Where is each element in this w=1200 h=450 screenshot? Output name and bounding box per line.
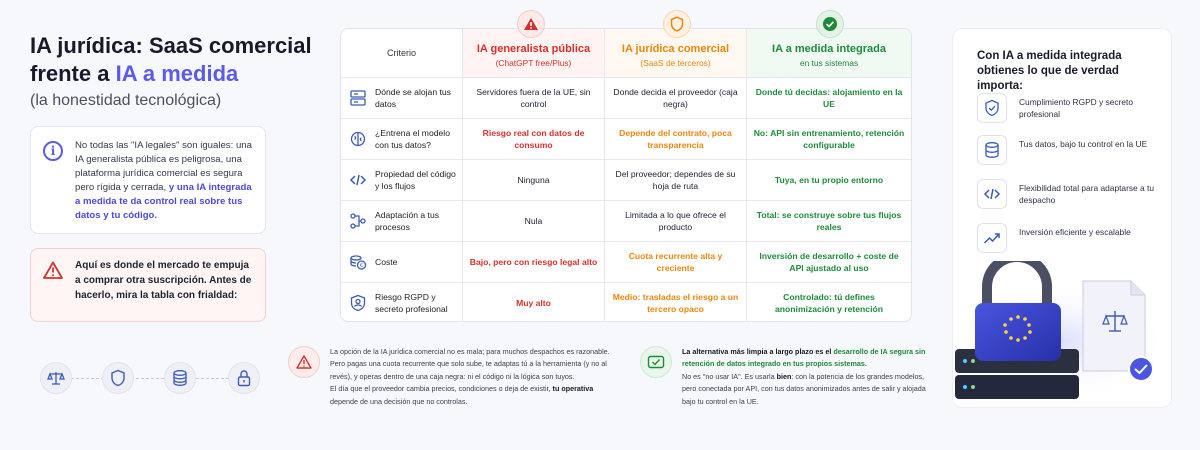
warning-icon: [517, 10, 545, 38]
header-criterion: Criterio: [341, 29, 463, 78]
criterion-label: Coste: [375, 257, 398, 267]
criterion-label: Riesgo RGPD y secreto profesional: [375, 292, 448, 314]
note-commercial-p2: [330, 383, 618, 408]
lock-icon: [228, 362, 260, 394]
code-icon: [349, 171, 367, 189]
cell-custom: Donde tú decidas: alojamiento en la UE: [747, 78, 911, 119]
cell-commercial: Del proveedor; dependes de su hoja de ruta: [605, 160, 747, 201]
page-title: [30, 32, 330, 88]
comparison-grid: [341, 29, 912, 322]
svg-text:€: €: [359, 263, 364, 269]
benefit-text: Flexibilidad total para adaptarse a tu despacho: [1019, 183, 1155, 205]
warning-card: [30, 248, 266, 322]
note-custom-p1b: desarrollo de IA segura sin retención de datos integrado en tus propios sistemas.: [682, 347, 926, 369]
benefits-panel: [952, 28, 1172, 408]
scale-icon: [40, 362, 72, 394]
cell-commercial: Donde decida el proveedor (caja negra): [605, 78, 747, 119]
note-commercial-p2c: depende de una decisión que no controlas.: [330, 396, 468, 406]
header-col-custom-sub: en tus sistemas: [799, 58, 859, 68]
coins-icon: [349, 253, 367, 271]
warning-card-text: Aquí es donde el mercado te empuja a comprar otra suscripción. Antes de hacerlo, mira la tabla con frialdad:: [75, 260, 252, 301]
benefit-item: [977, 179, 1167, 213]
benefit-text: Cumplimiento RGPD y secreto profesional: [1019, 97, 1134, 119]
benefits-title: Con IA a medida integrada obtienes lo que de verdad importa:: [977, 50, 1122, 92]
info-card: [30, 126, 266, 234]
title-main: IA jurídica: SaaS comercial frente a: [30, 33, 312, 86]
header-col-public-sub: (ChatGPT free/Plus): [495, 58, 572, 68]
row-criterion: [341, 160, 463, 201]
row-criterion: [341, 119, 463, 160]
cell-custom: Controlado: tú defines anonimización y retención: [747, 283, 911, 322]
check-icon: [816, 10, 844, 38]
header-col-custom-title: IA a medida integrada: [772, 43, 886, 55]
shield-icon: [102, 362, 134, 394]
eu-padlock-illustration: [953, 261, 1173, 406]
cell-custom: Inversión de desarrollo + coste de API ajustado al uso: [747, 242, 911, 283]
criterion-label: Dónde se alojan tus datos: [375, 87, 451, 109]
cell-custom: Total: se construye sobre tus flujos reales: [747, 201, 911, 242]
cell-public: Ninguna: [463, 160, 605, 201]
cell-custom: No: API sin entrenamiento, retención configurable: [747, 119, 911, 160]
cell-public: Muy alto: [463, 283, 605, 322]
cell-commercial: Depende del contrato, poca transparencia: [605, 119, 747, 160]
page-subtitle: (la honestidad tecnológica): [30, 92, 222, 109]
benefit-text: Tus datos, bajo tu control en la UE: [1019, 139, 1148, 149]
note-custom-p1: [682, 346, 940, 371]
row-criterion: [341, 78, 463, 119]
benefit-item: [977, 93, 1167, 127]
cell-public: Servidores fuera de la UE, sin control: [463, 78, 605, 119]
warning-icon: [43, 261, 63, 284]
cell-public: Bajo, pero con riesgo legal alto: [463, 242, 605, 283]
database-icon: [164, 362, 196, 394]
padlock-icon: [975, 261, 1061, 361]
note-custom-p2: [682, 371, 940, 408]
benefit-item: [977, 223, 1167, 257]
header-col-commercial-title: IA jurídica comercial: [621, 43, 730, 55]
row-criterion: [341, 283, 463, 322]
cell-public: Riesgo real con datos de consumo: [463, 119, 605, 160]
cell-commercial: Limitada a lo que ofrece el producto: [605, 201, 747, 242]
note-commercial-p1: La opción de la IA jurídica comercial no es mala; para muchos despachos es razonable. Pero pagas una cuota recurrente que solo sube, te adaptas tú a la herramienta (y no al revés), y operas dentro de una caja negra: ni el código ni la lógica son tuyos.: [330, 347, 610, 381]
note-custom: [640, 346, 940, 408]
note-commercial-p2b: tu operativa: [552, 384, 594, 394]
shield-icon: [663, 10, 691, 38]
cell-custom: Tuya, en tu propio entorno: [747, 160, 911, 201]
title-accent: IA a medida: [115, 61, 239, 86]
server-icon: [349, 89, 367, 107]
note-custom-p2c: : con la potencia de los grandes modelos, pero conectada por API, con tus datos anonimizados antes de salir y alojada bajo tu control en la UE.: [682, 371, 926, 406]
row-criterion: [341, 201, 463, 242]
user-shield-icon: [349, 294, 367, 312]
check-icon: [1129, 357, 1153, 381]
comparison-table: [340, 28, 912, 322]
criterion-label: Propiedad del código y los flujos: [375, 169, 456, 191]
note-custom-p1a: La alternativa más limpia a largo plazo es el: [682, 347, 834, 356]
shield-check-icon: [640, 346, 672, 378]
criterion-label: Adaptación a tus procesos: [375, 210, 440, 232]
header-col-commercial-sub: (SaaS de terceros): [640, 58, 711, 68]
cell-commercial: Medio: trasladas el riesgo a un tercero opaco: [605, 283, 747, 322]
info-text: No todas las "IA legales" son iguales: una IA generalista pública es peligrosa, una plataforma jurídica comercial es segura pero rígida y cerrada,: [75, 140, 252, 193]
cell-commercial: Cuota recurrente alta y creciente: [605, 242, 747, 283]
benefit-item: [977, 135, 1167, 169]
note-commercial: [288, 346, 618, 408]
database-icon: [977, 135, 1007, 165]
shield-check-icon: [977, 93, 1007, 123]
info-card-text: [75, 139, 255, 223]
flow-icon: [349, 212, 367, 230]
note-custom-p2b: bien: [776, 371, 792, 381]
row-criterion: [341, 242, 463, 283]
cell-public: Nula: [463, 201, 605, 242]
info-icon: i: [43, 141, 63, 161]
note-commercial-p2a: El día que el proveedor cambia precios, condiciones o deja de existir,: [330, 384, 553, 394]
benefit-text: Inversión eficiente y escalable: [1019, 227, 1131, 237]
code-icon: [977, 179, 1007, 209]
criterion-label: ¿Entrena el modelo con tus datos?: [375, 128, 450, 150]
warning-icon: [288, 346, 320, 378]
header-col-public-title: IA generalista pública: [476, 43, 591, 55]
trend-up-icon: [977, 223, 1007, 253]
info-highlight: y una IA integrada a medida te da control real sobre tus datos y tu código.: [75, 182, 252, 221]
dashed-connector: [56, 378, 244, 379]
brain-icon: [349, 130, 367, 148]
icon-row: [40, 362, 260, 394]
note-custom-p2a: No es "no usar IA". Es usarla: [682, 371, 777, 381]
